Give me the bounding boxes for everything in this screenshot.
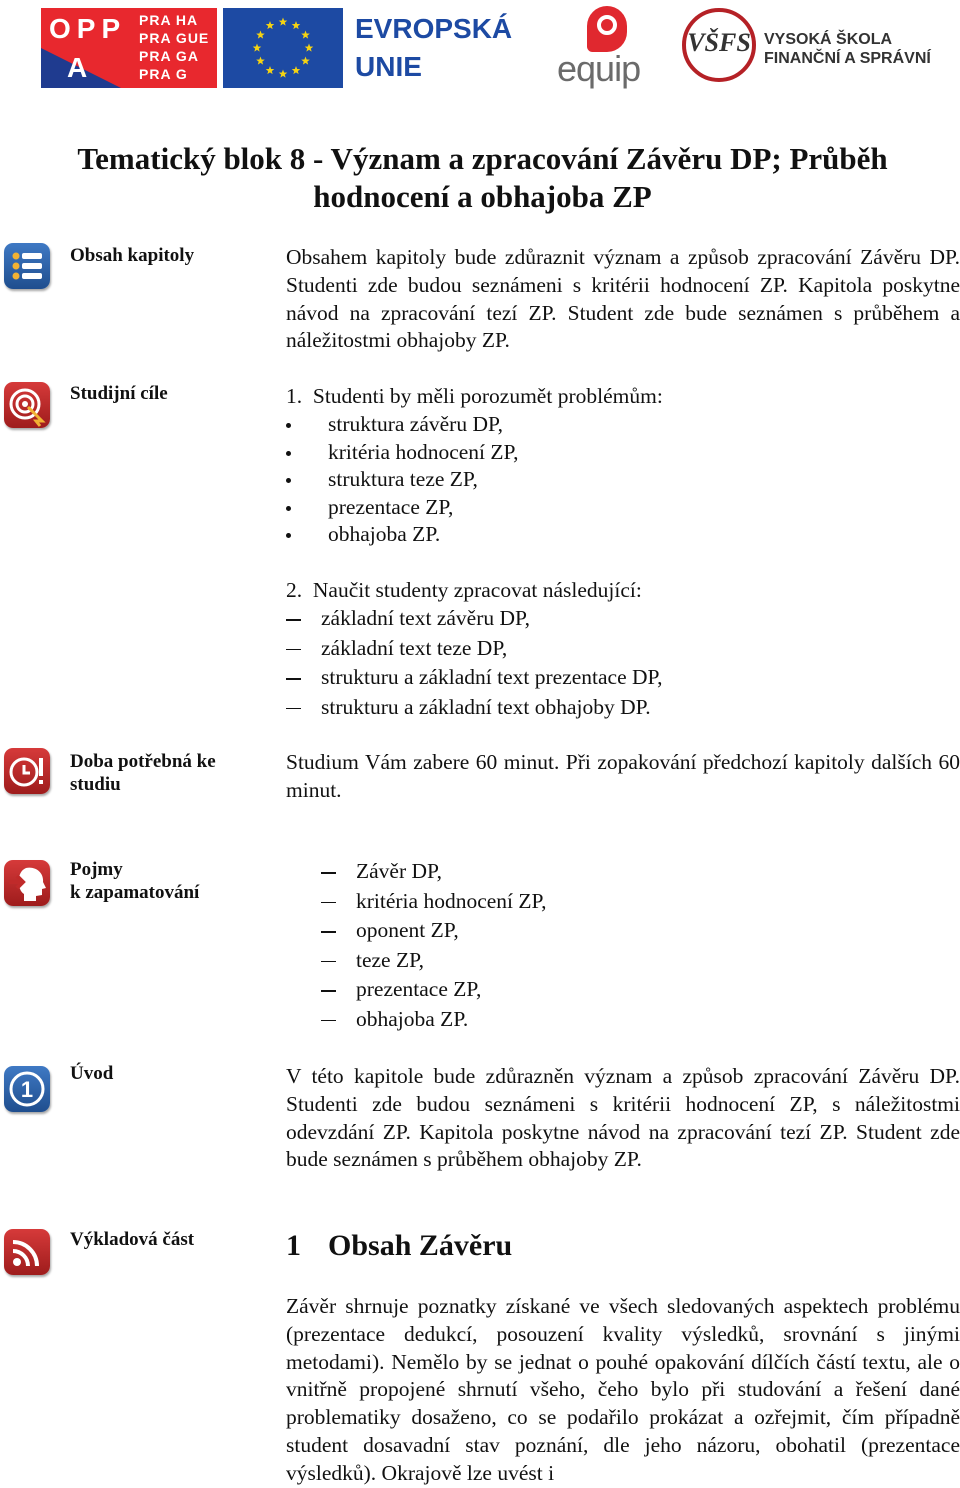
cile-intro-1: 1. Studenti by měli porozumět problémům: [286, 384, 663, 408]
eu-star [292, 66, 301, 74]
opp-letters: OPP [49, 13, 127, 44]
clock-alert-icon [4, 748, 50, 794]
eu-star [292, 21, 301, 29]
equip-q-icon [587, 6, 627, 52]
eu-star [279, 70, 288, 78]
target-icon [4, 382, 50, 428]
eu-star [279, 18, 288, 26]
pojmy-list-item: kritéria hodnocení ZP, [321, 887, 921, 917]
uvod-text: V této kapitole bude zdůrazněn význam a způsob zpracování Závěru DP. Studenti zde budou seznámeni s kritérii hodnocení ZP, s náležitostmi odevzdání ZP. Kapitola poskytne návod na zpracování tezí ZP. Student zde bude seznámen s průběhem obhajoby ZP. [286, 1064, 960, 1172]
eu-star [256, 31, 265, 39]
opp-a: A [67, 52, 88, 83]
cile-list-1-item: struktura závěru DP, [286, 411, 946, 439]
cile-list-2-item: strukturu a základní text obhajoby DP. [286, 693, 946, 723]
list-icon [4, 243, 50, 289]
cile-list-1-item: prezentace ZP, [286, 494, 946, 522]
cile-list-2-item: základní text závěru DP, [286, 604, 946, 634]
eu-text: EVROPSKÁ UNIE [355, 13, 513, 82]
pojmy-list-item: obhajoba ZP. [321, 1005, 921, 1035]
cile-list-2-item: strukturu a základní text prezentace DP, [286, 663, 946, 693]
section-number: 1 [286, 1229, 301, 1262]
eu-star [253, 44, 262, 52]
vsfs-logo [682, 6, 931, 90]
eu-star [305, 44, 314, 52]
logo-bar [0, 0, 960, 100]
cile-list-1-item: kritéria hodnocení ZP, [286, 439, 946, 467]
label-pojmy-line2: k zapamatování [70, 882, 200, 903]
pojmy-list-item: teze ZP, [321, 946, 921, 976]
cile-list-1 [286, 411, 946, 549]
eu-star [256, 57, 265, 65]
praha-text: PRA HA PRA GUE PRA GA PRA G [139, 12, 210, 82]
eu-flag-icon [223, 8, 343, 88]
equip-logo [555, 6, 659, 90]
doba-text: Studium Vám zabere 60 minut. Při zopakování předchozí kapitoly dalších 60 minut. [286, 750, 960, 802]
cile-list-1-item: struktura teze ZP, [286, 466, 946, 494]
label-pojmy [70, 858, 260, 904]
cile-list-2 [286, 604, 946, 722]
svg-text:1: 1 [20, 1077, 34, 1102]
pojmy-list [321, 857, 921, 1034]
opp-prague-logo [41, 8, 217, 88]
eu-star [266, 21, 275, 29]
cile-list-1-item: obhajoba ZP. [286, 521, 946, 549]
eu-star [301, 31, 310, 39]
label-cile: Studijní cíle [70, 383, 168, 404]
equip-text: equip [557, 48, 641, 89]
label-obsah: Obsah kapitoly [70, 245, 195, 266]
cile-intro-2: 2. Naučit studenty zpracovat následující: [286, 578, 642, 602]
pojmy-list-item: oponent ZP, [321, 916, 921, 946]
pojmy-list-item: prezentace ZP, [321, 975, 921, 1005]
vsfs-mark: VŠFS [687, 28, 751, 57]
eu-star [266, 66, 275, 74]
obsah-text: Obsahem kapitoly bude zdůraznit význam a způsob zpracování Závěru DP. Studenti zde budou seznámeni s kritérii hodnocení ZP. Kapitola poskytne návod na zpracování tezí ZP. Student zde bude seznámen s průběhem a náležitostmi obhajoby ZP. [286, 245, 960, 353]
vsfs-text: VYSOKÁ ŠKOLA FINANČNÍ A SPRÁVNÍ [764, 31, 931, 67]
head-arrow-icon [4, 860, 50, 906]
label-pojmy-line1: Pojmy [70, 859, 123, 880]
label-vyklad: Výkladová část [70, 1229, 195, 1250]
page-title: Tematický blok 8 - Význam a zpracování Závěru DP; Průběh hodnocení a obhajoba ZP [77, 141, 888, 214]
label-doba: Doba potřebná ke studiu [70, 751, 216, 795]
rss-icon [4, 1229, 50, 1275]
eu-logo [223, 8, 513, 88]
section-heading-text: Obsah Závěru [328, 1229, 513, 1262]
cile-list-2-item: základní text teze DP, [286, 634, 946, 664]
vyklad-text: Závěr shrnuje poznatky získané ve všech sledovaných aspektech problému (prezentace dedukcí, posouzení kvality výsledků, srovnání s jinými metodami). Nemělo by se jednat o pouhé opakování dílčích částí textu, ale o vnitřně propojené shrnutí všeho, čeho bylo při studování a řešení dané problematiky dosaženo, co se podařilo prokázat a ozřejmit, čím případně student dosavadní stav poznání, dle jeho názoru, obohatil (prezentace výsledků). Okrajově lze uvést i [286, 1294, 960, 1485]
eu-star [301, 57, 310, 65]
pojmy-list-item: Závěr DP, [321, 857, 921, 887]
number-one-icon [4, 1066, 50, 1112]
label-uvod: Úvod [70, 1063, 114, 1084]
section-heading [286, 1226, 512, 1266]
